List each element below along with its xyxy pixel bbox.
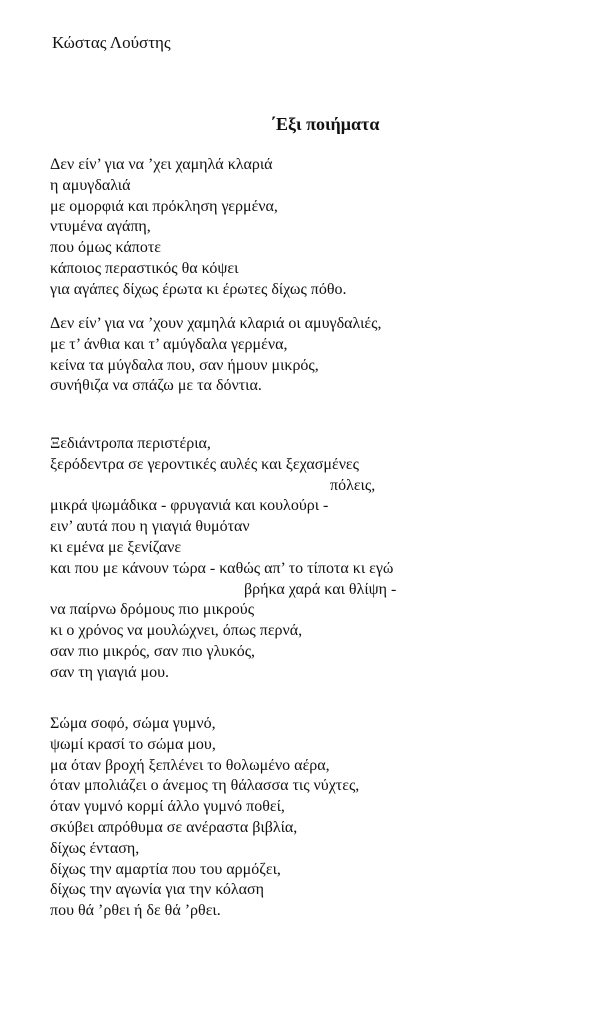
poem-line: που όμως κάποτε xyxy=(50,239,161,257)
poem-line: Δεν είν’ για να ’χουν χαμηλά κλαριά οι αμυγδαλιές, xyxy=(50,315,382,332)
poem-line: να παίρνω δρόμους πιο μικρούς xyxy=(50,601,255,619)
poem-line: μικρά ψωμάδικα - φρυγανιά και κουλούρι - xyxy=(50,497,329,515)
poem-line: ψωμί κρασί το σώμα μου, xyxy=(50,735,216,753)
poem-line: σαν πιο μικρός, σαν πιο γλυκός, xyxy=(50,642,256,660)
poem-line: όταν γυμνό κορμί άλλο γυμνό ποθεί, xyxy=(50,798,285,816)
poem-line: σκύβει απρόθυμα σε ανέραστα βιβλία, xyxy=(50,818,298,836)
poem-line: συνήθιζα να σπάζω με τα δόντια. xyxy=(50,377,262,395)
poem-line: μα όταν βροχή ξεπλένει το θολωμένο αέρα, xyxy=(50,756,330,774)
poem-line: ξερόδεντρα σε γεροντικές αυλές και ξεχασμένες xyxy=(50,455,359,473)
poem-line: δίχως την αγωνία για την κόλαση xyxy=(50,881,265,899)
poem-line: ειν’ αυτά που η γιαγιά θυμόταν xyxy=(50,518,250,536)
collection-title: ΄Εξι ποιήματα xyxy=(270,114,380,134)
poem-line: Δεν είν’ για να ’χει χαμηλά κλαριά xyxy=(50,156,273,173)
poem-line: δίχως ένταση, xyxy=(50,839,140,857)
poem-line: και που με κάνουν τώρα - καθώς απ’ το τίποτα κι εγώ xyxy=(50,559,394,577)
poem-line: για αγάπες δίχως έρωτα κι έρωτες δίχως πόθο. xyxy=(50,280,347,298)
poem-3 xyxy=(50,434,396,684)
poem-line: δίχως την αμαρτία που του αρμόζει, xyxy=(50,860,281,878)
poem-1 xyxy=(50,155,347,301)
poem-line: που θά ’ρθει ή δε θά ’ρθει. xyxy=(50,902,221,920)
author-name: Κώστας Λούστης xyxy=(52,33,171,52)
poem-line: Σώμα σοφό, σώμα γυμνό, xyxy=(50,715,216,732)
poem-line: κάποιος περαστικός θα κόψει xyxy=(50,259,239,277)
poem-line: ντυμένα αγάπη, xyxy=(50,218,151,236)
poem-line: Ξεδιάντροπα περιστέρια, xyxy=(50,435,211,452)
poem-line: με τ’ άνθια και τ’ αμύγδαλα γερμένα, xyxy=(50,335,288,353)
poem-line: με ομορφιά και πρόκληση γερμένα, xyxy=(50,197,278,215)
poem-line: η αμυγδαλιά xyxy=(50,176,131,194)
poem-4 xyxy=(50,714,359,922)
poem-2 xyxy=(50,314,381,397)
poem-line: κι εμένα με ξενίζανε xyxy=(50,538,182,556)
poem-line: κείνα τα μύγδαλα που, σαν ήμουν μικρός, xyxy=(50,356,319,374)
poem-line: σαν τη γιαγιά μου. xyxy=(50,663,170,681)
poem-line: κι ο χρόνος να μουλώχνει, όπως περνά, xyxy=(50,622,303,640)
poem-line-indented: πόλεις, xyxy=(330,476,376,494)
poem-line-indented: βρήκα χαρά και θλίψη - xyxy=(244,580,397,598)
poem-line: όταν μπολιάζει ο άνεμος τη θάλασσα τις νύχτες, xyxy=(50,777,360,795)
